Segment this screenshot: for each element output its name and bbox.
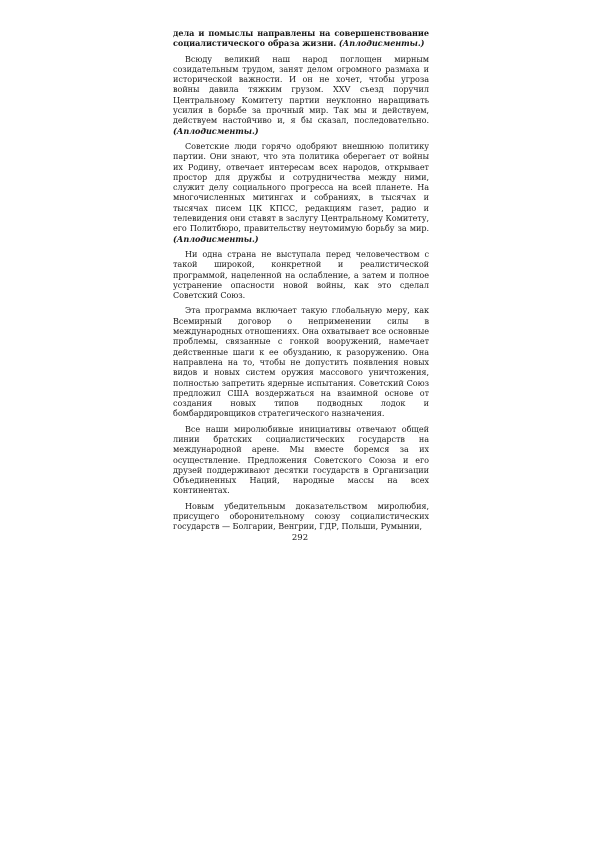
paragraph-1	[173, 28, 429, 49]
paragraph-2-applause: (Аплодисменты.)	[173, 125, 259, 136]
paragraph-3	[173, 141, 429, 244]
paragraph-5	[173, 305, 429, 418]
paragraph-4	[173, 249, 429, 300]
paragraph-1-text: дела и помыслы направлены на совершенствование социалистического образа жизни.	[173, 28, 429, 49]
paragraph-1-applause: (Аплодисменты.)	[338, 38, 425, 49]
paragraph-2-text: Всюду великий наш народ поглощен мирным созидательным трудом, занят делом огромного размаха и исторической важности. И он не хочет, чтобы угроза войны давила тяжким грузом. XXV съезд поручил Центральному Комитету партии неуклонно наращивать усилия в борьбе за прочный мир. Так мы и действуем, действуем настойчиво и, я бы сказал, последовательно.	[173, 53, 429, 126]
paragraph-6-text: Все наши миролюбивые инициативы отвечают общей линии братских социалистических государств на международной арене. Мы вместе боремся за их осуществление. Предложения Советского Союза и его друзей поддерживают десятки государств в Организации Объединенных Наций, народные массы на всех континентах.	[173, 423, 429, 496]
page-text-column	[173, 28, 429, 537]
paragraph-7	[173, 501, 429, 532]
paragraph-7-text: Новым убедительным доказательством миролюбия, присущего оборонительному союзу социалистических государств — Болгарии, Венгрии, ГДР, Польши, Румынии,	[173, 500, 429, 532]
page-number: 292	[291, 533, 309, 543]
paragraph-3-applause: (Аплодисменты.)	[173, 233, 259, 244]
paragraph-3-text: Советские люди горячо одобряют внешнюю политику партии. Они знают, что эта политика оберегает от войны их Родину, отвечает интересам всех народов, открывает простор для дружбы и сотрудничества между ними, служит делу социального прогресса на всей планете. На многочисленных митингах и собраниях, в тысячах и тысячах писем ЦК КПСС, редакциям газет, радио и телевидения они ставят в заслугу Центральному Комитету, его Политбюро, правительству неутомимую борьбу за мир.	[173, 140, 429, 234]
paragraph-6	[173, 424, 429, 496]
paragraph-2	[173, 54, 429, 136]
paragraph-4-text: Ни одна страна не выступала перед человечеством с такой широкой, конкретной и реалистической программой, нацеленной на ослабление, а затем и полное устранение опасности новой войны, как это сделал Советский Союз.	[173, 248, 429, 301]
paragraph-5-text: Эта программа включает такую глобальную меру, как Всемирный договор о неприменении силы в международных отношениях. Она охватывает все основные проблемы, связанные с гонкой вооружений, намечает действенные шаги к ее обузданию, к разоружению. Она направлена на то, чтобы не допустить появления новых видов и новых систем оружия массового уничтожения, полностью запретить ядерные испытания. Советский Союз предложил США воздержаться на взаимной основе от создания новых типов подводных лодок и бомбардировщиков стратегического назначения.	[173, 305, 429, 419]
